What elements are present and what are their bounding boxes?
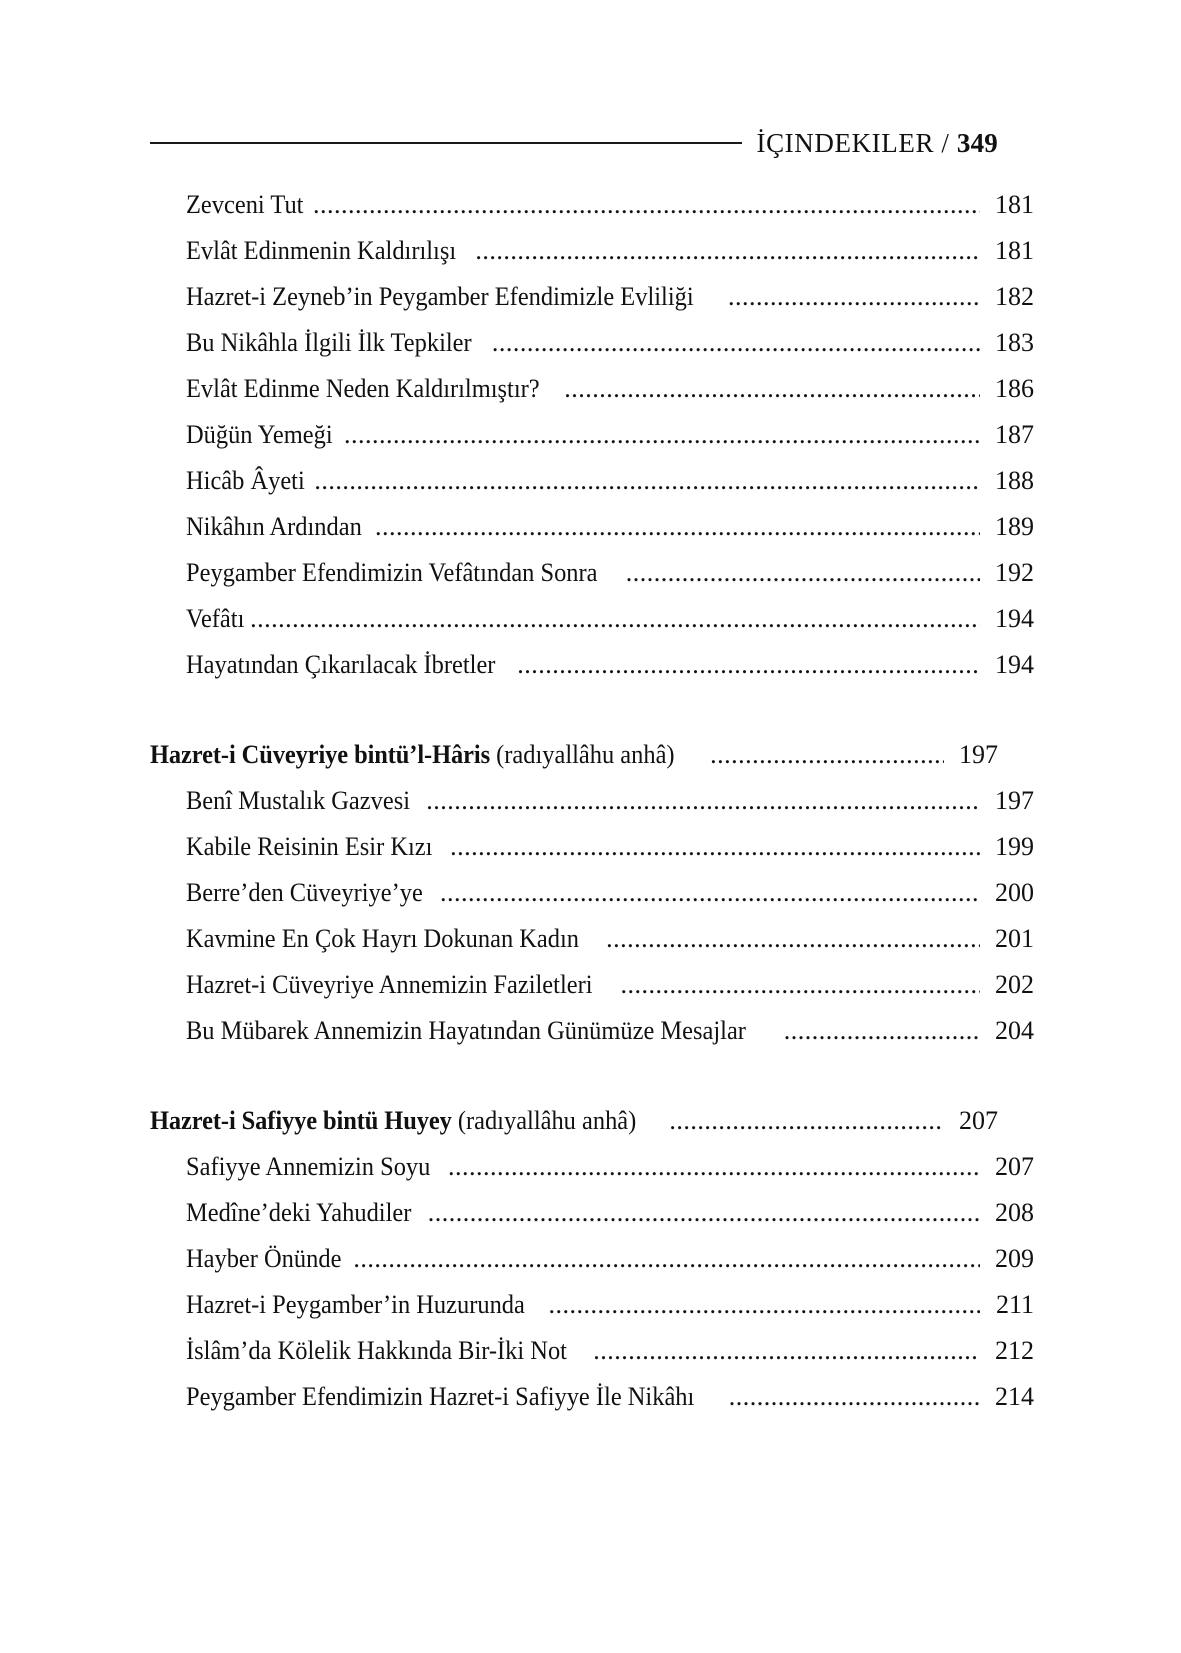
dot-leader bbox=[620, 972, 980, 998]
toc-page-number: 197 bbox=[995, 786, 1034, 815]
toc-entry-title: Hazret-i Cüveyriye Annemizin Faziletleri bbox=[186, 970, 593, 999]
toc-section-parenthetical: (radıyallâhu anhâ) bbox=[451, 1106, 637, 1135]
toc-entry-title: Düğün Yemeği bbox=[186, 420, 333, 449]
toc-page-number: 197 bbox=[959, 740, 998, 769]
toc-entry-title: Berre’den Cüveyriye’ye bbox=[186, 878, 423, 907]
dot-leader bbox=[669, 1108, 944, 1134]
toc-entry[interactable] bbox=[150, 1338, 1034, 1384]
dot-leader bbox=[375, 514, 980, 540]
toc-entry-title: Benî Mustalık Gazvesi bbox=[186, 786, 410, 815]
toc-entry[interactable] bbox=[150, 1018, 1034, 1064]
header-rule bbox=[150, 142, 742, 144]
toc-entry-title: Safiyye Annemizin Soyu bbox=[186, 1152, 431, 1181]
toc-group bbox=[150, 1106, 1034, 1430]
toc-page-number: 186 bbox=[995, 374, 1034, 403]
toc-page-number: 214 bbox=[995, 1382, 1034, 1411]
toc-page-number: 188 bbox=[995, 466, 1034, 495]
toc-entry[interactable] bbox=[150, 788, 1034, 834]
toc-entry[interactable] bbox=[150, 284, 1034, 330]
toc-page-number: 182 bbox=[995, 282, 1034, 311]
toc-page-number: 202 bbox=[995, 970, 1034, 999]
toc-entry[interactable] bbox=[150, 1246, 1034, 1292]
toc-page-number: 212 bbox=[995, 1336, 1034, 1365]
toc-entry[interactable] bbox=[150, 1384, 1034, 1430]
toc-entry-title: Peygamber Efendimizin Hazret-i Safiyye İle Nikâhı bbox=[186, 1382, 695, 1411]
dot-leader bbox=[426, 788, 980, 814]
dot-leader bbox=[784, 1018, 980, 1044]
toc-page-number: 183 bbox=[995, 328, 1034, 357]
toc-entry[interactable] bbox=[150, 560, 1034, 606]
toc-section-parenthetical: (radıyallâhu anhâ) bbox=[490, 740, 675, 769]
toc-page-number: 181 bbox=[995, 236, 1034, 265]
toc-section-heading[interactable] bbox=[150, 1108, 998, 1154]
toc-entry-title: Hayatından Çıkarılacak İbretler bbox=[186, 650, 496, 679]
toc-entry-title: Evlât Edinme Neden Kaldırılmıştır? bbox=[186, 374, 540, 403]
toc-entry-title: Bu Nikâhla İlgili İlk Tepkiler bbox=[186, 328, 472, 357]
toc-entry-title: Zevceni Tut bbox=[186, 190, 304, 219]
toc-entry[interactable] bbox=[150, 652, 1034, 698]
toc-entry[interactable] bbox=[150, 1200, 1034, 1246]
toc-section-title bbox=[150, 742, 675, 768]
toc-entry-title: Evlât Edinmenin Kaldırılışı bbox=[186, 236, 457, 265]
dot-leader bbox=[428, 1200, 980, 1226]
dot-leader bbox=[448, 1154, 980, 1180]
toc-page-number: 200 bbox=[995, 878, 1034, 907]
toc-page-number: 194 bbox=[995, 604, 1034, 633]
toc-page-number: 204 bbox=[995, 1016, 1034, 1045]
toc-section-title bbox=[150, 1108, 636, 1134]
toc-page-number: 211 bbox=[995, 1290, 1034, 1319]
toc-page-number: 207 bbox=[995, 1152, 1034, 1181]
toc-entry-title: Peygamber Efendimizin Vefâtından Sonra bbox=[186, 558, 598, 587]
table-of-contents bbox=[150, 190, 1034, 1430]
dot-leader bbox=[728, 284, 980, 310]
toc-page-number: 192 bbox=[995, 558, 1034, 587]
toc-page-number: 194 bbox=[995, 650, 1034, 679]
toc-group bbox=[150, 740, 1034, 1064]
toc-page-number: 199 bbox=[995, 832, 1034, 861]
toc-entry-title: İslâm’da Kölelik Hakkında Bir-İki Not bbox=[186, 1336, 567, 1365]
toc-section-name: Hazret-i Cüveyriye bintü’l-Hâris bbox=[150, 740, 491, 769]
toc-entry[interactable] bbox=[150, 238, 1034, 284]
dot-leader bbox=[450, 834, 980, 860]
toc-entry-title: Nikâhın Ardından bbox=[186, 512, 362, 541]
toc-entry[interactable] bbox=[150, 1154, 1034, 1200]
toc-entry[interactable] bbox=[150, 972, 1034, 1018]
dot-leader bbox=[492, 330, 980, 356]
toc-entry-title: Bu Mübarek Annemizin Hayatından Günümüze Mesajlar bbox=[186, 1016, 746, 1045]
toc-page-number: 187 bbox=[995, 420, 1034, 449]
toc-entry-title: Hayber Önünde bbox=[186, 1244, 342, 1273]
dot-leader bbox=[344, 422, 980, 448]
toc-entry-title: Kabile Reisinin Esir Kızı bbox=[186, 832, 433, 861]
dot-leader bbox=[475, 238, 980, 264]
dot-leader bbox=[564, 376, 980, 402]
toc-entry-title: Hazret-i Zeyneb’in Peygamber Efendimizle Evliliği bbox=[186, 282, 694, 311]
running-head-page-number: 349 bbox=[956, 128, 998, 158]
toc-entry[interactable] bbox=[150, 1292, 1034, 1338]
toc-page-number: 181 bbox=[995, 190, 1034, 219]
toc-entry-title: Medîne’deki Yahudiler bbox=[186, 1198, 412, 1227]
toc-entry[interactable] bbox=[150, 422, 1034, 468]
dot-leader bbox=[593, 1338, 980, 1364]
dot-leader bbox=[440, 880, 980, 906]
toc-entry[interactable] bbox=[150, 514, 1034, 560]
toc-entry-title: Kavmine En Çok Hayrı Dokunan Kadın bbox=[186, 924, 580, 953]
toc-page-number: 209 bbox=[995, 1244, 1034, 1273]
toc-page-number: 189 bbox=[995, 512, 1034, 541]
dot-leader bbox=[606, 926, 980, 952]
toc-page-number: 201 bbox=[995, 924, 1034, 953]
toc-entry[interactable] bbox=[150, 926, 1034, 972]
dot-leader bbox=[250, 606, 980, 632]
running-head-separator: / bbox=[941, 128, 950, 158]
toc-entry[interactable] bbox=[150, 880, 1034, 926]
dot-leader bbox=[710, 742, 944, 768]
dot-leader bbox=[314, 468, 980, 494]
dot-leader bbox=[313, 192, 980, 218]
toc-entry-title: Hicâb Âyeti bbox=[186, 466, 305, 495]
dot-leader bbox=[517, 652, 980, 678]
dot-leader bbox=[626, 560, 980, 586]
running-head-label: İÇINDEKILER bbox=[756, 128, 935, 158]
running-head-text bbox=[756, 128, 998, 159]
toc-entry[interactable] bbox=[150, 606, 1034, 652]
running-head bbox=[150, 128, 998, 159]
toc-page-number: 207 bbox=[959, 1106, 998, 1135]
toc-entry[interactable] bbox=[150, 330, 1034, 376]
toc-entry[interactable] bbox=[150, 376, 1034, 422]
toc-entry[interactable] bbox=[150, 834, 1034, 880]
toc-section-name: Hazret-i Safiyye bintü Huyey bbox=[150, 1106, 452, 1135]
toc-entry[interactable] bbox=[150, 192, 1034, 238]
toc-entry-title: Vefâtı bbox=[186, 604, 245, 633]
dot-leader bbox=[353, 1246, 980, 1272]
toc-section-heading[interactable] bbox=[150, 742, 998, 788]
toc-entry[interactable] bbox=[150, 468, 1034, 514]
dot-leader bbox=[548, 1292, 980, 1318]
toc-group bbox=[150, 190, 1034, 698]
toc-entry-title: Hazret-i Peygamber’in Huzurunda bbox=[186, 1290, 525, 1319]
toc-page-number: 208 bbox=[995, 1198, 1034, 1227]
dot-leader bbox=[729, 1384, 980, 1410]
